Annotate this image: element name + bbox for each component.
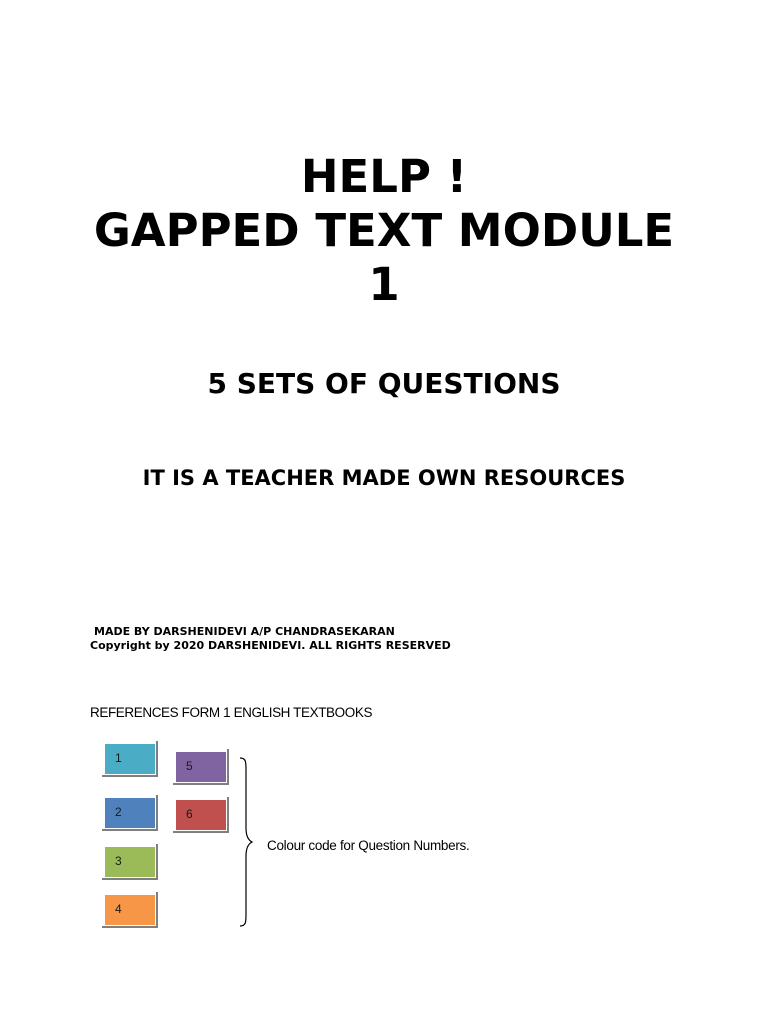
title-line-number: 1	[368, 258, 400, 311]
color-swatch-3	[105, 847, 155, 877]
colour-code-note: Colour code for Question Numbers.	[267, 838, 470, 853]
swatch-label-2: 2	[115, 805, 122, 819]
document-title	[0, 150, 768, 312]
color-swatch-1	[105, 744, 155, 774]
resource-statement: IT IS A TEACHER MADE OWN RESOURCES	[142, 466, 626, 490]
color-swatch-5	[176, 752, 226, 782]
swatch-label-6: 6	[186, 807, 193, 821]
color-swatch-4	[105, 895, 155, 925]
copyright-line: Copyright by 2020 DARSHENIDEVI. ALL RIGHTS RESERVED	[90, 639, 451, 652]
swatch-label-4: 4	[115, 902, 122, 916]
title-line-module: GAPPED TEXT MODULE	[93, 204, 675, 257]
swatch-label-5: 5	[186, 759, 193, 773]
color-swatch-2	[105, 798, 155, 828]
credits-block	[90, 625, 451, 653]
color-swatch-6	[176, 800, 226, 830]
document-subtitle: 5 SETS OF QUESTIONS	[207, 367, 561, 400]
title-line-help: HELP !	[300, 150, 468, 203]
swatch-label-3: 3	[115, 854, 122, 868]
author-line: MADE BY DARSHENIDEVI A/P CHANDRASEKARAN	[94, 625, 395, 638]
curly-brace-icon	[238, 756, 254, 928]
references-line: REFERENCES FORM 1 ENGLISH TEXTBOOKS	[90, 705, 373, 720]
swatch-label-1: 1	[115, 751, 122, 765]
